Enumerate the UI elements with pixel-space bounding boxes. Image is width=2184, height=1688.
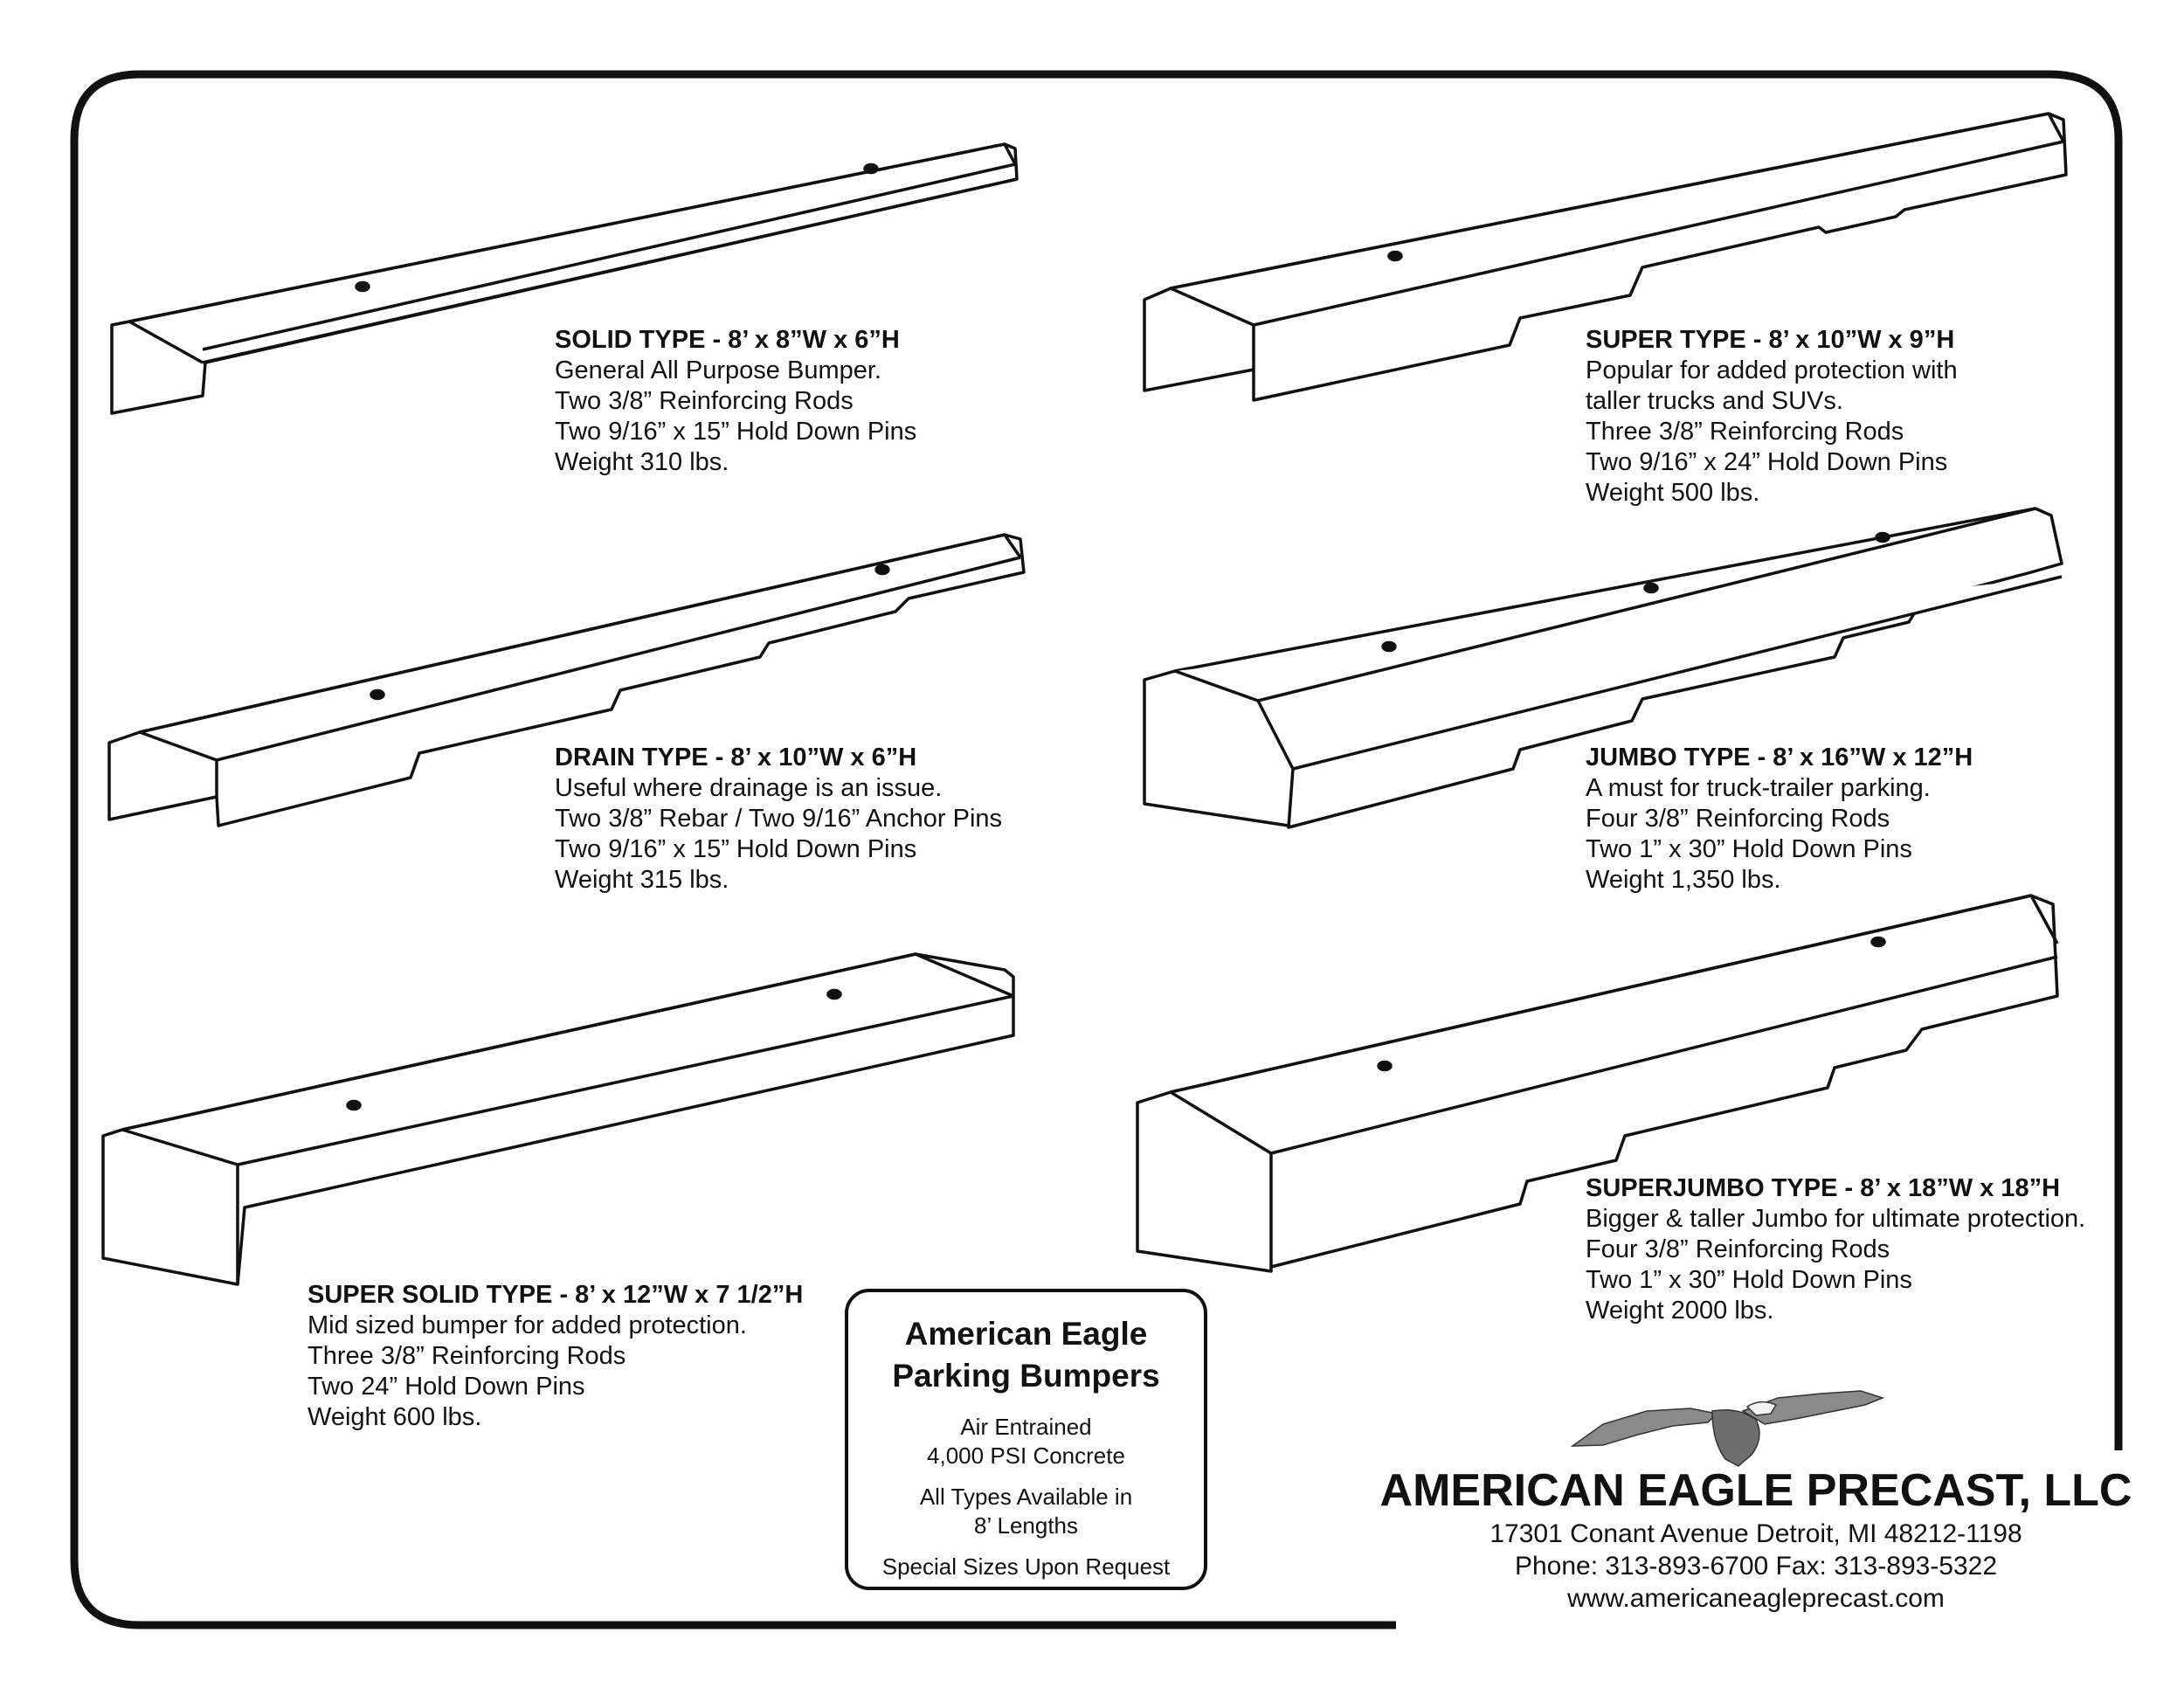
spec-line: Two 9/16” x 15” Hold Down Pins [555, 835, 917, 863]
spec-line: Two 1” x 30” Hold Down Pins [1586, 1266, 1912, 1294]
info-line: Air Entrained [960, 1414, 1092, 1440]
info-heading: Parking Bumpers [892, 1358, 1160, 1394]
spec-line: Two 3/8” Reinforcing Rods [555, 387, 854, 415]
spec-line: Two 9/16” x 15” Hold Down Pins [555, 418, 917, 446]
super-solid-bumper-drawing [103, 954, 1013, 1284]
spec-line: Mid sized bumper for added protection. [308, 1311, 747, 1339]
info-line: All Types Available in [919, 1484, 1133, 1510]
info-line: 8’ Lengths [973, 1512, 1079, 1539]
spec-line: Weight 310 lbs. [555, 448, 729, 476]
super-solid-type-spec [308, 1280, 803, 1433]
info-box [845, 1289, 1207, 1590]
spec-line: Bigger & taller Jumbo for ultimate protection. [1586, 1205, 2086, 1233]
spec-title: SUPER SOLID TYPE - 8’ x 12”W x 7 1/2”H [308, 1281, 804, 1309]
spec-line: Weight 500 lbs. [1586, 479, 1760, 507]
spec-line: Useful where drainage is an issue. [555, 774, 943, 802]
spec-line: Four 3/8” Reinforcing Rods [1586, 805, 1890, 833]
spec-line: Three 3/8” Reinforcing Rods [1586, 418, 1904, 446]
info-line: Special Sizes Upon Request [881, 1553, 1171, 1580]
spec-line: Weight 315 lbs. [555, 866, 729, 894]
spec-line: Two 24” Hold Down Pins [308, 1373, 585, 1401]
jumbo-type-spec [1586, 743, 1973, 896]
spec-line: Three 3/8” Reinforcing Rods [308, 1342, 626, 1370]
spec-title: DRAIN TYPE - 8’ x 10”W x 6”H [555, 744, 917, 771]
superjumbo-type-spec [1586, 1173, 2085, 1326]
spec-line: Two 1” x 30” Hold Down Pins [1586, 835, 1912, 863]
spec-line: Weight 600 lbs. [308, 1403, 482, 1431]
solid-type-spec [555, 325, 916, 478]
spec-title: SUPER TYPE - 8’ x 10”W x 9”H [1586, 326, 1955, 354]
spec-title: JUMBO TYPE - 8’ x 16”W x 12”H [1586, 744, 1973, 771]
spec-line: taller trucks and SUVs. [1586, 387, 1843, 415]
spec-line: Two 9/16” x 24” Hold Down Pins [1586, 448, 1948, 476]
spec-title: SUPERJUMBO TYPE - 8’ x 18”W x 18”H [1586, 1174, 2061, 1202]
spec-line: Four 3/8” Reinforcing Rods [1586, 1235, 1890, 1263]
info-line: 4,000 PSI Concrete [927, 1442, 1125, 1469]
company-address: 17301 Conant Avenue Detroit, MI 48212-1198 [1489, 1519, 2022, 1548]
spec-line: Two 3/8” Rebar / Two 9/16” Anchor Pins [555, 805, 1003, 833]
eagle-logo-icon [1568, 1372, 1891, 1468]
company-website[interactable]: www.americaneagleprecast.com [1567, 1584, 1945, 1613]
company-info [1372, 1463, 2140, 1615]
spec-title: SOLID TYPE - 8’ x 8”W x 6”H [555, 326, 900, 354]
spec-line: Popular for added protection with [1586, 356, 1958, 384]
super-type-spec [1586, 325, 1958, 508]
info-heading: American Eagle [904, 1316, 1148, 1352]
spec-line: Weight 1,350 lbs. [1586, 866, 1781, 894]
spec-line: Weight 2000 lbs. [1586, 1297, 1774, 1325]
company-phone-fax: Phone: 313-893-6700 Fax: 313-893-5322 [1514, 1552, 1998, 1581]
spec-line: A must for truck-trailer parking. [1586, 774, 1931, 802]
company-name: AMERICAN EAGLE PRECAST, LLC [1379, 1465, 2132, 1516]
drain-type-spec [555, 743, 1002, 896]
spec-line: General All Purpose Bumper. [555, 356, 881, 384]
